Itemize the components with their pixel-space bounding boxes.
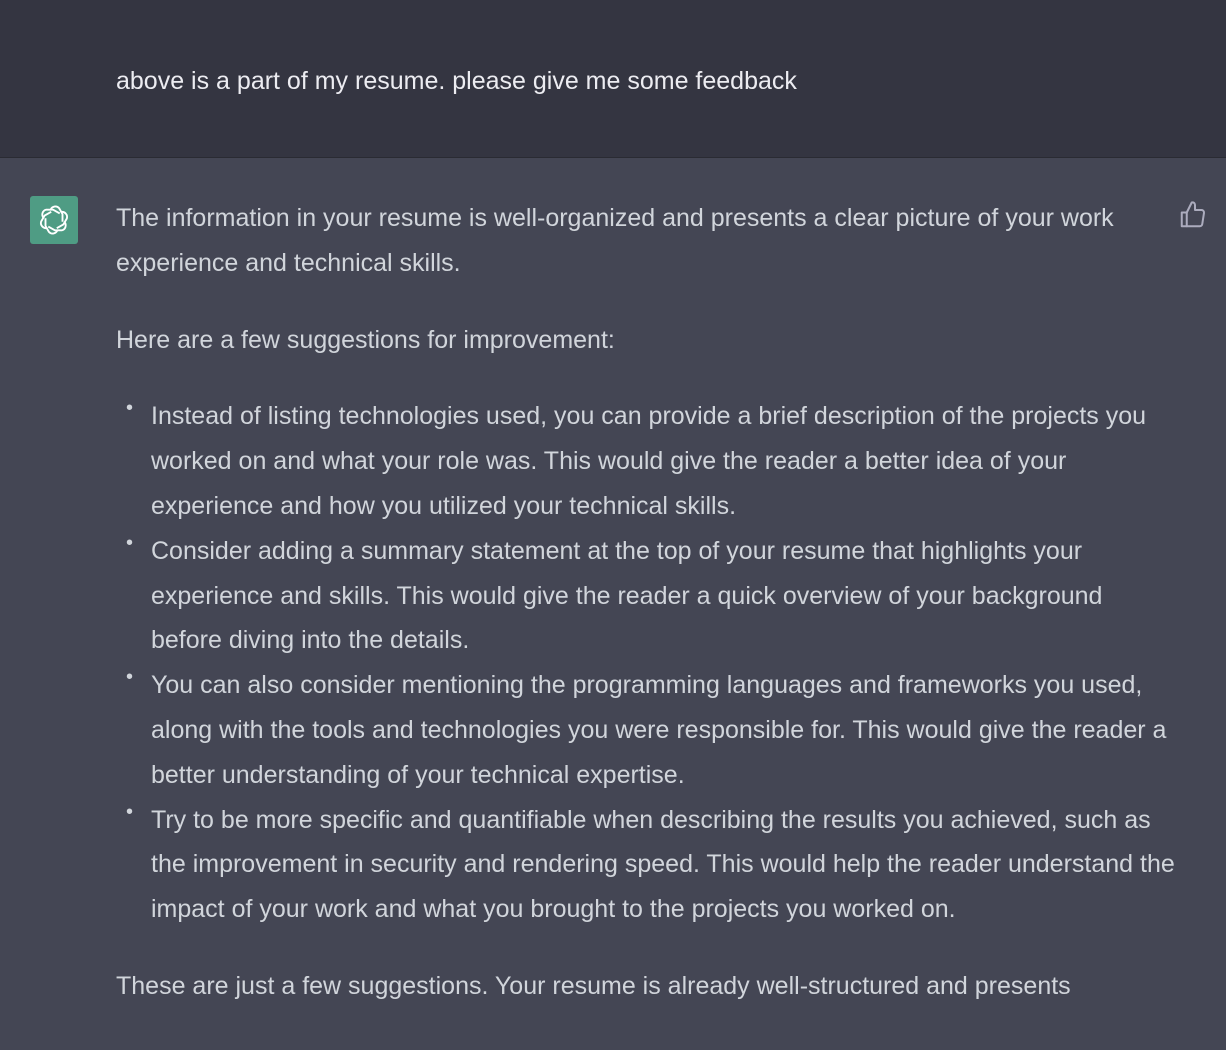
user-message-row — [0, 0, 1226, 158]
assistant-intro: The information in your resume is well-organized and presents a clear picture of your work experience and technical skills. — [116, 204, 1114, 277]
suggestion-list — [116, 394, 1176, 932]
list-item: • Instead of listing technologies used, you can provide a brief description of the projects you worked on and what your role was. This would give the reader a better idea of your experience and how you utilized your technical skills. — [116, 394, 1176, 528]
list-item: • Try to be more specific and quantifiable when describing the results you achieved, such as the improvement in security and rendering speed. This would help the reader understand the impact of your work and what you brought to the projects you worked on. — [116, 798, 1176, 932]
bullet-icon: • — [126, 397, 134, 420]
assistant-outro: These are just a few suggestions. Your resume is already well-structured and presents — [116, 971, 1071, 1000]
openai-logo-icon — [30, 196, 78, 244]
list-item: • You can also consider mentioning the programming languages and frameworks you used, along with the tools and technologies you were responsible for. This would give the reader a better understanding of your technical expertise. — [116, 663, 1176, 797]
bullet-icon: • — [126, 666, 134, 689]
assistant-message-content — [116, 196, 1176, 1009]
assistant-message-row — [0, 158, 1226, 1050]
assistant-lead: Here are a few suggestions for improvement: — [116, 325, 615, 354]
user-message-text: above is a part of my resume. please give me some feedback — [116, 67, 797, 95]
list-item: • Consider adding a summary statement at the top of your resume that highlights your experience and skills. This would give the reader a quick overview of your background before diving into the details. — [116, 529, 1176, 663]
bullet-icon: • — [126, 531, 134, 554]
bullet-icon: • — [126, 800, 134, 823]
thumbs-up-icon[interactable] — [1178, 200, 1208, 230]
